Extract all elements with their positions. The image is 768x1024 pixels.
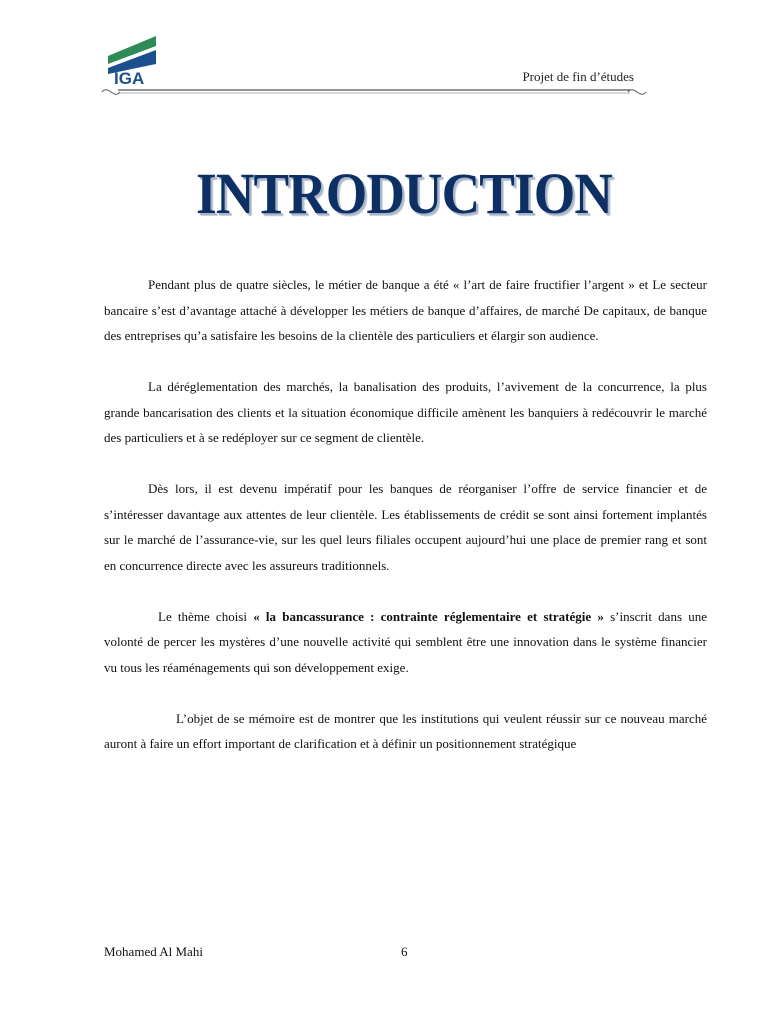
theme-text-before: Le thème choisi xyxy=(158,608,254,624)
footer-author: Mohamed Al Mahi xyxy=(104,944,203,959)
paragraph: La déréglementation des marchés, la banalisation des produits, l’avivement de la concurrence, la plus grande bancarisation des clients et la situation économique difficile amènent les banquiers à redécouvrir le marché des particuliers et à se redéployer sur ce segment de clientèle. xyxy=(104,379,707,445)
page-title: INTRODUCTION xyxy=(196,161,612,226)
theme-text-after: s’inscrit dans une volonté de percer les mystères d’une nouvelle activité qui semblent être une innovation dans le système financier vu tous les réaménagements qui son développement exige. xyxy=(104,608,707,675)
header-divider xyxy=(100,84,648,100)
paragraph: L’objet de se mémoire est de montrer que les institutions qui veulent réussir sur ce nouveau marché auront à faire un effort important de clarification et à définir un positionnement stratégique xyxy=(104,710,707,751)
paragraph-theme xyxy=(104,604,707,681)
theme-title-bold: « la bancassurance : contrainte réglementaire et stratégie » xyxy=(253,608,604,624)
header-title: Projet de fin d’études xyxy=(522,69,634,84)
paragraph: Dès lors, il est devenu impératif pour les banques de réorganiser l’offre de service financier et de s’intéresser davantage aux attentes de leur clientèle. Les établissements de crédit se sont ainsi fortement implantés sur le marché de l’assurance-vie, sur les quel leurs filiales occupent aujourd’hui une place de premier rang et sont en concurrence directe avec les assureurs traditionnels. xyxy=(104,481,707,573)
logo-text: IGA xyxy=(114,69,145,86)
paragraph: Pendant plus de quatre siècles, le métier de banque a été « l’art de faire fructifier l’argent » et Le secteur bancaire s’est d’avantage attaché à développer les métiers de banque d’affaires, de marché De capitaux, de banque des entreprises qu’a satisfaire les besoins de la clientèle des particuliers et élargir son audience. xyxy=(104,277,707,343)
body-text xyxy=(104,272,707,782)
iga-logo xyxy=(104,34,164,86)
page-number: 6 xyxy=(401,944,408,959)
